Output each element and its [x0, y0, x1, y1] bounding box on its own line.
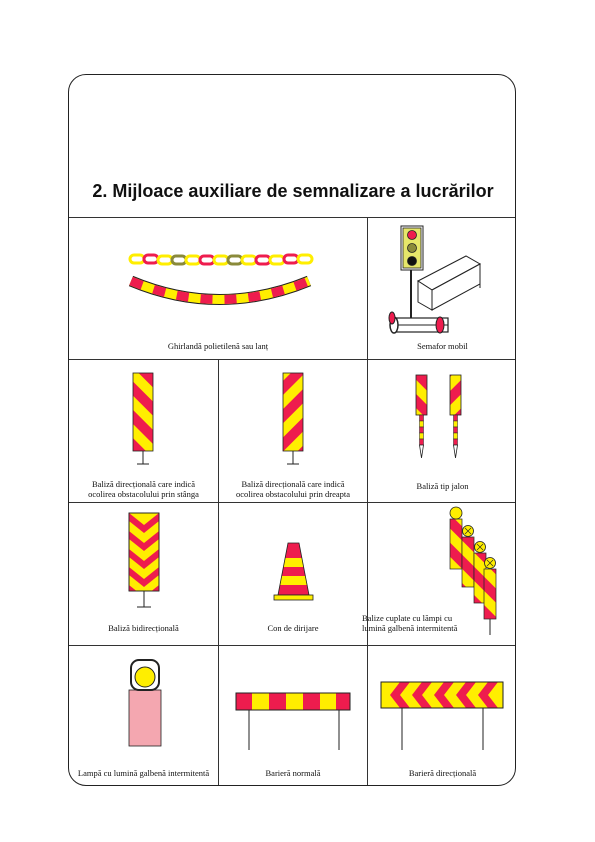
- flashing-lamp-icon: [69, 646, 218, 786]
- caption: Baliză bidirecțională: [108, 623, 179, 633]
- cell-right-beacon: [219, 360, 367, 502]
- caption-line: Baliză direcțională care indică: [241, 479, 345, 489]
- cell-coupled-beacons: [362, 503, 516, 645]
- normal-barrier-icon: [219, 646, 367, 786]
- caption-line: ocolirea obstacolului prin dreapta: [236, 489, 350, 499]
- garland-chain-icon: [69, 218, 367, 359]
- cell-garland: [69, 218, 367, 359]
- cell-pole-beacon: [368, 360, 516, 502]
- caption: Barieră normală: [265, 768, 321, 778]
- caption: [219, 479, 367, 499]
- caption: Lampă cu lumină galbenă intermitentă: [77, 768, 210, 778]
- cell-flashing-lamp: [69, 646, 218, 786]
- cell-normal-barrier: [219, 646, 367, 786]
- cell-traffic-cone: [219, 503, 367, 645]
- caption: [69, 479, 218, 499]
- directional-barrier-icon: [368, 646, 516, 786]
- beacon-1: [450, 507, 462, 569]
- page-title: 2. Mijloace auxiliare de semnalizare a lucrărilor: [92, 181, 494, 201]
- caption-line: ocolirea obstacolului prin stânga: [88, 489, 199, 499]
- cell-bidirectional-beacon: [69, 503, 218, 645]
- chain-links: [130, 255, 312, 264]
- cell-traffic-light: [368, 218, 516, 359]
- caption-line: Balize cuplate cu lămpi cu: [362, 613, 453, 623]
- cell-left-beacon: [69, 360, 218, 502]
- caption: Semafor mobil: [417, 341, 468, 351]
- caption: Barieră direcțională: [408, 768, 477, 778]
- caption-line: Baliză direcțională care indică: [91, 479, 196, 489]
- caption: Con de dirijare: [267, 623, 319, 633]
- beacon-4: [484, 558, 496, 620]
- caption: Ghirlandă polietilenă sau lanț: [167, 341, 269, 351]
- signage-card: [68, 74, 516, 786]
- caption: Baliză tip jalon: [416, 481, 469, 491]
- caption: [362, 613, 458, 633]
- mobile-traffic-light-icon: [368, 218, 516, 359]
- cell-directional-barrier: [368, 646, 516, 786]
- caption-line: lumină galbenă intermitentă: [362, 623, 458, 633]
- beacon-2: [462, 526, 474, 588]
